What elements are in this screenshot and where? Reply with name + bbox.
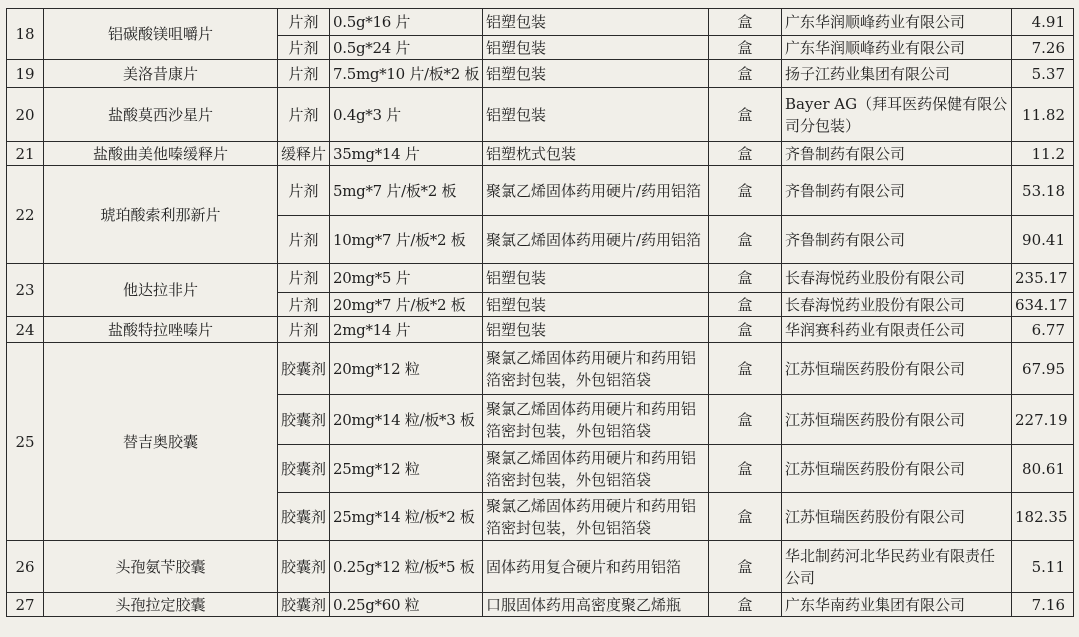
unit-cell: 盒 [709, 493, 782, 541]
packaging-cell: 铝塑包装 [483, 317, 709, 343]
manufacturer-cell: 广东华润顺峰药业有限公司 [782, 9, 1012, 36]
unit-cell: 盒 [709, 9, 782, 36]
drug-name-cell: 头孢拉定胶囊 [44, 593, 278, 617]
manufacturer-cell: 江苏恒瑞医药股份有限公司 [782, 343, 1012, 395]
row-number-cell: 20 [7, 88, 44, 142]
manufacturer-cell: 广东华南药业集团有限公司 [782, 593, 1012, 617]
dosage-form-cell: 胶囊剂 [278, 493, 330, 541]
table-row [7, 317, 1074, 343]
specification-cell: 0.5g*24 片 [330, 36, 483, 60]
price-cell: 235.17 [1012, 264, 1074, 293]
table-row [7, 343, 1074, 395]
packaging-cell: 聚氯乙烯固体药用硬片和药用铝箔密封包装，外包铝箔袋 [483, 343, 709, 395]
specification-cell: 5mg*7 片/板*2 板 [330, 166, 483, 216]
manufacturer-cell: 江苏恒瑞医药股份有限公司 [782, 445, 1012, 493]
drug-name-cell: 盐酸莫西沙星片 [44, 88, 278, 142]
row-number-cell: 24 [7, 317, 44, 343]
row-number-cell: 19 [7, 60, 44, 88]
packaging-cell: 铝塑枕式包装 [483, 142, 709, 166]
specification-cell: 7.5mg*10 片/板*2 板 [330, 60, 483, 88]
specification-cell: 10mg*7 片/板*2 板 [330, 216, 483, 264]
manufacturer-cell: 华北制药河北华民药业有限责任公司 [782, 541, 1012, 593]
packaging-cell: 聚氯乙烯固体药用硬片/药用铝箔 [483, 216, 709, 264]
packaging-cell: 聚氯乙烯固体药用硬片/药用铝箔 [483, 166, 709, 216]
unit-cell: 盒 [709, 216, 782, 264]
dosage-form-cell: 片剂 [278, 88, 330, 142]
price-cell: 4.91 [1012, 9, 1074, 36]
price-cell: 80.61 [1012, 445, 1074, 493]
specification-cell: 0.5g*16 片 [330, 9, 483, 36]
drug-name-cell: 盐酸特拉唑嗪片 [44, 317, 278, 343]
table-row [7, 593, 1074, 617]
unit-cell: 盒 [709, 88, 782, 142]
unit-cell: 盒 [709, 142, 782, 166]
packaging-cell: 聚氯乙烯固体药用硬片和药用铝箔密封包装，外包铝箔袋 [483, 445, 709, 493]
unit-cell: 盒 [709, 166, 782, 216]
packaging-cell: 铝塑包装 [483, 9, 709, 36]
drug-name-cell: 盐酸曲美他嗪缓释片 [44, 142, 278, 166]
manufacturer-cell: 齐鲁制药有限公司 [782, 142, 1012, 166]
unit-cell: 盒 [709, 395, 782, 445]
price-cell: 5.37 [1012, 60, 1074, 88]
specification-cell: 25mg*12 粒 [330, 445, 483, 493]
price-cell: 634.17 [1012, 293, 1074, 317]
manufacturer-cell: 扬子江药业集团有限公司 [782, 60, 1012, 88]
row-number-cell: 25 [7, 343, 44, 541]
price-cell: 227.19 [1012, 395, 1074, 445]
dosage-form-cell: 片剂 [278, 264, 330, 293]
manufacturer-cell: 华润赛科药业有限责任公司 [782, 317, 1012, 343]
price-cell: 5.11 [1012, 541, 1074, 593]
specification-cell: 20mg*12 粒 [330, 343, 483, 395]
packaging-cell: 聚氯乙烯固体药用硬片和药用铝箔密封包装，外包铝箔袋 [483, 395, 709, 445]
row-number-cell: 27 [7, 593, 44, 617]
row-number-cell: 23 [7, 264, 44, 317]
price-cell: 7.26 [1012, 36, 1074, 60]
drug-name-cell: 他达拉非片 [44, 264, 278, 317]
manufacturer-cell: 长春海悦药业股份有限公司 [782, 293, 1012, 317]
row-number-cell: 22 [7, 166, 44, 264]
row-number-cell: 18 [7, 9, 44, 60]
dosage-form-cell: 胶囊剂 [278, 593, 330, 617]
packaging-cell: 铝塑包装 [483, 293, 709, 317]
drug-name-cell: 替吉奥胶囊 [44, 343, 278, 541]
manufacturer-cell: 齐鲁制药有限公司 [782, 166, 1012, 216]
price-cell: 67.95 [1012, 343, 1074, 395]
manufacturer-cell: 江苏恒瑞医药股份有限公司 [782, 395, 1012, 445]
dosage-form-cell: 片剂 [278, 36, 330, 60]
specification-cell: 0.4g*3 片 [330, 88, 483, 142]
price-cell: 90.41 [1012, 216, 1074, 264]
manufacturer-cell: 江苏恒瑞医药股份有限公司 [782, 493, 1012, 541]
dosage-form-cell: 胶囊剂 [278, 395, 330, 445]
dosage-form-cell: 胶囊剂 [278, 445, 330, 493]
manufacturer-cell: Bayer AG（拜耳医药保健有限公司分包装） [782, 88, 1012, 142]
dosage-form-cell: 片剂 [278, 60, 330, 88]
dosage-form-cell: 片剂 [278, 166, 330, 216]
price-cell: 182.35 [1012, 493, 1074, 541]
row-number-cell: 26 [7, 541, 44, 593]
specification-cell: 0.25g*12 粒/板*5 板 [330, 541, 483, 593]
unit-cell: 盒 [709, 593, 782, 617]
unit-cell: 盒 [709, 317, 782, 343]
drug-name-cell: 琥珀酸索利那新片 [44, 166, 278, 264]
specification-cell: 2mg*14 片 [330, 317, 483, 343]
packaging-cell: 铝塑包装 [483, 88, 709, 142]
table-row [7, 142, 1074, 166]
price-cell: 11.2 [1012, 142, 1074, 166]
price-cell: 11.82 [1012, 88, 1074, 142]
row-number-cell: 21 [7, 142, 44, 166]
specification-cell: 0.25g*60 粒 [330, 593, 483, 617]
unit-cell: 盒 [709, 264, 782, 293]
specification-cell: 20mg*5 片 [330, 264, 483, 293]
table-row [7, 541, 1074, 593]
table-row [7, 166, 1074, 216]
packaging-cell: 固体药用复合硬片和药用铝箔 [483, 541, 709, 593]
packaging-cell: 聚氯乙烯固体药用硬片和药用铝箔密封包装，外包铝箔袋 [483, 493, 709, 541]
unit-cell: 盒 [709, 541, 782, 593]
packaging-cell: 铝塑包装 [483, 264, 709, 293]
unit-cell: 盒 [709, 60, 782, 88]
specification-cell: 35mg*14 片 [330, 142, 483, 166]
specification-cell: 20mg*7 片/板*2 板 [330, 293, 483, 317]
unit-cell: 盒 [709, 293, 782, 317]
specification-cell: 20mg*14 粒/板*3 板 [330, 395, 483, 445]
packaging-cell: 口服固体药用高密度聚乙烯瓶 [483, 593, 709, 617]
drug-name-cell: 美洛昔康片 [44, 60, 278, 88]
dosage-form-cell: 片剂 [278, 216, 330, 264]
dosage-form-cell: 片剂 [278, 293, 330, 317]
table-row [7, 88, 1074, 142]
price-cell: 53.18 [1012, 166, 1074, 216]
table-row [7, 264, 1074, 293]
dosage-form-cell: 片剂 [278, 317, 330, 343]
manufacturer-cell: 长春海悦药业股份有限公司 [782, 264, 1012, 293]
dosage-form-cell: 胶囊剂 [278, 541, 330, 593]
unit-cell: 盒 [709, 343, 782, 395]
packaging-cell: 铝塑包装 [483, 60, 709, 88]
manufacturer-cell: 齐鲁制药有限公司 [782, 216, 1012, 264]
unit-cell: 盒 [709, 36, 782, 60]
table-row [7, 9, 1074, 36]
table-row [7, 60, 1074, 88]
specification-cell: 25mg*14 粒/板*2 板 [330, 493, 483, 541]
price-cell: 7.16 [1012, 593, 1074, 617]
dosage-form-cell: 片剂 [278, 9, 330, 36]
dosage-form-cell: 缓释片 [278, 142, 330, 166]
price-cell: 6.77 [1012, 317, 1074, 343]
manufacturer-cell: 广东华润顺峰药业有限公司 [782, 36, 1012, 60]
drug-name-cell: 铝碳酸镁咀嚼片 [44, 9, 278, 60]
drug-name-cell: 头孢氨苄胶囊 [44, 541, 278, 593]
dosage-form-cell: 胶囊剂 [278, 343, 330, 395]
unit-cell: 盒 [709, 445, 782, 493]
drug-price-table [6, 8, 1074, 617]
packaging-cell: 铝塑包装 [483, 36, 709, 60]
